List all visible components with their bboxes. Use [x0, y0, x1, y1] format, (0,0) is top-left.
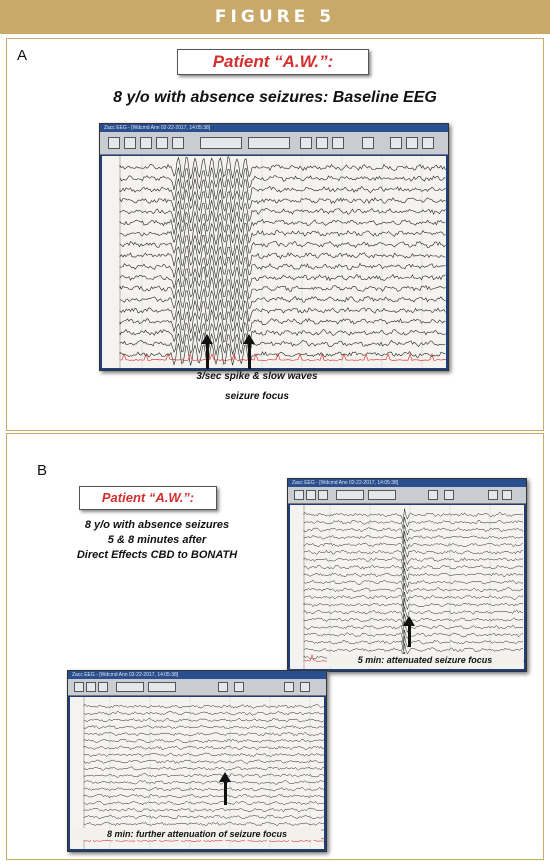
toolbar-dropdown [200, 137, 242, 149]
eeg-channel-trace [120, 332, 446, 356]
figure-title: FIGURE 5 [0, 0, 550, 34]
eeg-toolbar [100, 132, 448, 155]
toolbar-dropdown [148, 682, 176, 692]
toolbar-button [156, 137, 168, 149]
eeg-channel-trace [84, 739, 324, 743]
eeg-window-titlebar: Zacc EEG - [Wdcmd Ann 02-22-2017, 14:05:38] [68, 671, 326, 679]
toolbar-button [406, 137, 418, 149]
toolbar-dropdown [336, 490, 364, 500]
eeg-8min-screenshot [67, 670, 327, 852]
eeg-channel-trace [84, 787, 324, 791]
eeg-channel-trace [84, 767, 324, 770]
patient-label-b: Patient “A.W.”: [79, 486, 217, 510]
toolbar-button [300, 682, 310, 692]
eeg-channel-trace [120, 157, 446, 179]
eeg-channel-trace [84, 746, 324, 750]
toolbar-button [332, 137, 344, 149]
eeg-channel-trace [120, 310, 446, 334]
eeg-channel-trace [120, 344, 446, 366]
eeg-channel-trace [84, 815, 324, 819]
eeg-channel-trace [120, 234, 446, 256]
eeg-channel-trace [84, 801, 324, 805]
eeg-channel-trace [120, 211, 446, 234]
toolbar-button [316, 137, 328, 149]
eeg-channel-trace [84, 705, 324, 709]
toolbar-button [86, 682, 96, 692]
eeg-channel-trace [84, 753, 324, 757]
treatment-desc-line1: 8 y/o with absence seizures [84, 519, 230, 531]
toolbar-button [294, 490, 304, 500]
eeg-channel-trace [84, 718, 324, 722]
eeg-channel-trace [120, 323, 446, 345]
eeg-window-titlebar: Zacc EEG - [Wdcmd Ann 02-22-2017, 14:05:38] [288, 479, 526, 487]
seizure-focus-caption: seizure focus [225, 391, 289, 402]
eeg-channel-trace [120, 189, 446, 212]
eeg-channel-trace [84, 712, 324, 716]
eeg-channel-trace [84, 725, 324, 729]
eeg-channel-trace [120, 200, 446, 223]
eeg-channel-trace [84, 760, 324, 764]
eeg-channel-trace [84, 808, 324, 812]
panel-a-letter: A [17, 47, 28, 64]
toolbar-dropdown [248, 137, 290, 149]
baseline-heading: 8 y/o with absence seizures: Baseline EEG [113, 89, 437, 106]
eeg-channel-trace [120, 300, 446, 322]
eeg-toolbar [288, 487, 526, 504]
panel-a [6, 38, 544, 431]
toolbar-button [502, 490, 512, 500]
caption-5min: 5 min: attenuated seizure focus [327, 654, 523, 666]
baseline-eeg-traces [102, 156, 446, 368]
eeg-8min-traces [70, 697, 324, 849]
spike-wave-caption: 3/sec spike & slow waves [196, 371, 318, 382]
baseline-eeg-screenshot [99, 123, 449, 371]
toolbar-dropdown [368, 490, 396, 500]
toolbar-button [390, 137, 402, 149]
eeg-channel-trace [84, 794, 324, 798]
eeg-toolbar [68, 679, 326, 696]
eeg-channel-trace [120, 222, 446, 245]
treatment-desc-line2: 5 & 8 minutes after [107, 534, 207, 546]
eeg-channel-trace [120, 267, 446, 289]
eeg-channel-trace [120, 178, 446, 201]
panel-b [6, 433, 544, 860]
caption-8min: 8 min: further attenuation of seizure focus [73, 828, 321, 840]
eeg-channel-trace [120, 288, 446, 311]
toolbar-button [422, 137, 434, 149]
eeg-channel-trace [120, 167, 446, 190]
toolbar-button [74, 682, 84, 692]
eeg-channel-trace [120, 255, 446, 278]
toolbar-button [300, 137, 312, 149]
toolbar-button [218, 682, 228, 692]
toolbar-button [98, 682, 108, 692]
toolbar-button [284, 682, 294, 692]
toolbar-button [124, 137, 136, 149]
eeg-channel-trace [84, 732, 324, 736]
toolbar-button [428, 490, 438, 500]
toolbar-dropdown [116, 682, 144, 692]
toolbar-button [306, 490, 316, 500]
eeg-channel-trace [84, 774, 324, 778]
eeg-channel-trace [84, 781, 324, 785]
eeg-channel-trace [84, 822, 324, 826]
toolbar-button [234, 682, 244, 692]
toolbar-button [362, 137, 374, 149]
treatment-desc-line3: Direct Effects CBD to BONATH [76, 549, 238, 561]
panel-b-letter: B [37, 462, 48, 479]
toolbar-button [140, 137, 152, 149]
toolbar-button [172, 137, 184, 149]
eeg-channel-trace [120, 245, 446, 267]
patient-label-a: Patient “A.W.”: [177, 49, 369, 75]
eeg-channel-trace [120, 277, 446, 299]
toolbar-button [318, 490, 328, 500]
toolbar-button [108, 137, 120, 149]
toolbar-button [488, 490, 498, 500]
eeg-window-titlebar: Zacc EEG - [Wdcmd Ann 02-22-2017, 14:05:38] [100, 124, 448, 132]
toolbar-button [444, 490, 454, 500]
